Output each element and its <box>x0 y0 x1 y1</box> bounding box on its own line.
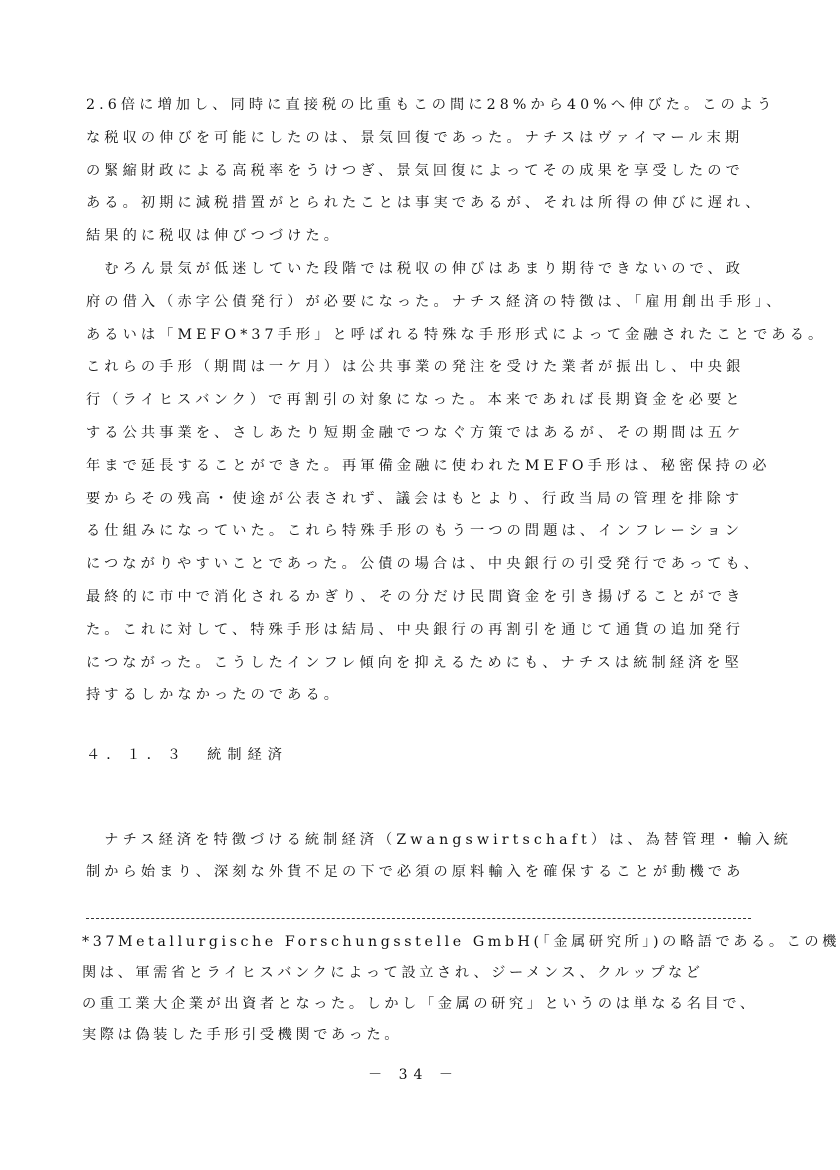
body-line: につながった。こうしたインフレ傾向を抑えるためにも、ナチスは統制経済を堅 <box>86 654 743 671</box>
footnote-divider <box>86 918 751 919</box>
body-line: につながりやすいことであった。公債の場合は、中央銀行の引受発行であっても、 <box>86 556 763 573</box>
body-line: 最終的に市中で消化されるかぎり、その分だけ民間資金を引き揚げることができ <box>86 589 745 605</box>
page-number: － 34 － <box>368 1067 459 1083</box>
section-line: 制から始まり、深刻な外貨不足の下で必須の原料輸入を確保することが動機であ <box>86 864 745 880</box>
footnote-line: の重工業大企業が出資者となった。しかし「金属の研究」というのは単なる名目で、 <box>82 996 758 1012</box>
body-line: 結果的に税収は伸びつづけた。 <box>86 228 343 245</box>
body-line: の緊縮財政による高税率をうけつぎ、景気回復によってその成果を享受したので <box>86 162 744 179</box>
body-line: 要からその残高・使途が公表されず、議会はもとより、行政当局の管理を排除す <box>86 490 744 507</box>
body-line: 年まで延長することができた。再軍備金融に使われたMEFO手形は、秘密保持の必 <box>86 457 771 474</box>
footnote-line: 関は、軍需省とライヒスバンクによって設立され、ジーメンス、クルップなど <box>82 965 704 981</box>
body-line: あるいは「MEFO*37手形」と呼ばれる特殊な手形形式によって金融されたことである。 <box>86 326 827 343</box>
footnote-line: 実際は偽装した手形引受機関であった。 <box>82 1027 403 1043</box>
body-line: た。これに対して、特殊手形は結局、中央銀行の再割引を通じて通貨の追加発行 <box>86 621 745 638</box>
body-line: な税収の伸びを可能にしたのは、景気回復であった。ナチスはヴァイマール末期 <box>86 129 744 146</box>
body-line: する公共事業を、さしあたり短期金融でつなぐ方策ではあるが、その期間は五ケ <box>86 425 745 441</box>
footnote-line: *37Metallurgische Forschungsstelle GmbH(「金属研究所」)の略語である。この機 <box>82 934 840 950</box>
body-line: これらの手形（期間は一ケ月）は公共事業の発注を受けた業者が振出し、中央銀 <box>86 359 745 376</box>
body-line: 行（ライヒスバンク）で再割引の対象になった。本来であれば長期資金を必要と <box>86 392 744 409</box>
body-line: むろん景気が低迷していた段階では税収の伸びはあまり期待できないので、政 <box>86 261 745 277</box>
body-line: ある。初期に減税措置がとられたことは事実であるが、それは所得の伸びに遅れ、 <box>86 195 764 212</box>
section-line: ナチス経済を特徴づける統制経済（Zwangswirtschaft）は、為替管理・輸入統 <box>86 832 792 848</box>
body-line: 府の借入（赤字公債発行）が必要になった。ナチス経済の特徴は、「雇用創出手形」、 <box>86 293 785 310</box>
body-line: る仕組みになっていた。これら特殊手形のもう一つの問題は、インフレーション <box>86 523 744 540</box>
body-line: 持するしかなかったのである。 <box>86 687 343 704</box>
section-heading: ４．１．３ 統制経済 <box>86 747 288 763</box>
body-line: 2.6倍に増加し、同時に直接税の比重もこの間に28%から40%へ伸びた。このよう <box>86 97 776 113</box>
